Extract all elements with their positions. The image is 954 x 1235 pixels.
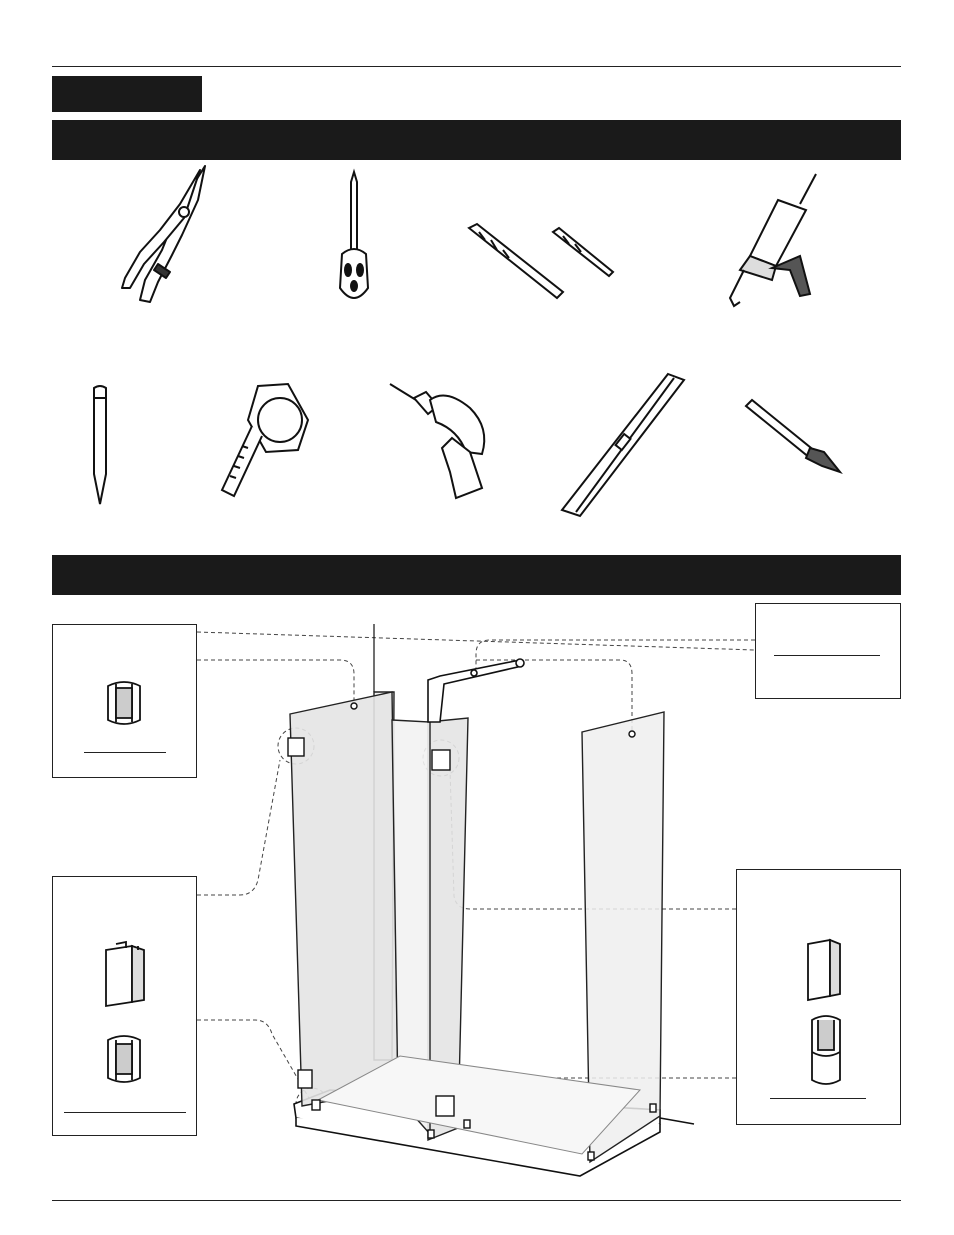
hinge-bracket-icon-right (804, 934, 844, 1004)
section-tab (52, 76, 202, 112)
callout-label-line-top-left (84, 752, 166, 753)
drill-bits-icon (465, 222, 615, 302)
caulk-gun-icon (720, 170, 830, 310)
glass-drill-bit-icon (742, 396, 846, 480)
bottom-rule (52, 1200, 901, 1201)
glass-clamp-icon-lower (102, 1032, 146, 1084)
callout-label-line-top-right (774, 655, 880, 656)
callout-label-line-mid-right (770, 1098, 866, 1099)
tube-clamp-icon (808, 1012, 844, 1088)
parts-band (52, 555, 901, 595)
level-icon (556, 370, 690, 520)
callout-box-top-right (755, 603, 901, 699)
pencil-icon (88, 384, 112, 508)
screwdriver-icon (330, 168, 378, 306)
power-drill-icon (386, 378, 496, 504)
tape-measure-icon (218, 380, 318, 500)
callout-label-line-mid-left (64, 1112, 186, 1113)
glass-clamp-icon (102, 678, 146, 726)
hinge-bracket-icon (102, 940, 148, 1010)
locking-pliers-icon (110, 160, 220, 310)
tools-band (52, 120, 901, 160)
top-rule (52, 66, 901, 67)
